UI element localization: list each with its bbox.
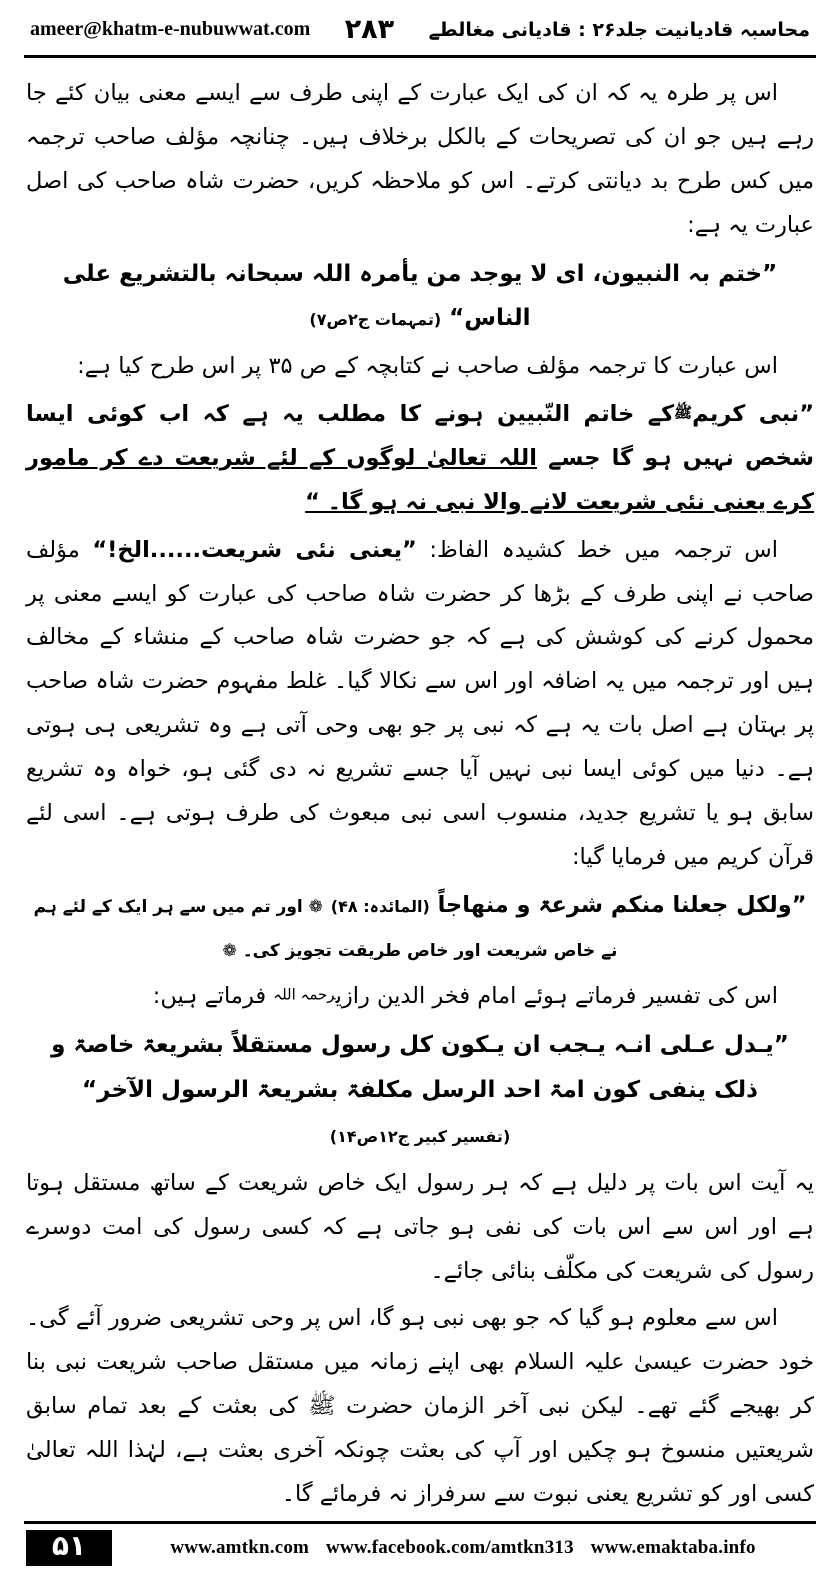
paragraph-4-text: فرماتے ہیں: [152, 983, 267, 1010]
quote-1-reference: (تمہمات ج۲ص۷) [309, 310, 442, 330]
quote-2-part-c-underlined: اللہ تعالیٰ لوگوں کے لئے شریعت دے کر مامور کرے یعنی نئی شریعت لانے والا نبی نہ ہو گا۔ “ [26, 444, 814, 515]
paragraph-5 [26, 1162, 814, 1294]
footer-row [22, 1530, 818, 1566]
page-content [22, 58, 818, 1521]
rahmatullah-symbol: رحمہ اللہ [273, 985, 336, 1004]
paragraph-6 [26, 1297, 814, 1516]
page-header [22, 0, 818, 51]
page-footer [22, 1521, 818, 1576]
paragraph-6-text: اس سے معلوم ہو گیا کہ جو بھی نبی ہو گا، اس پر وحی تشریعی ضرور آئے گی۔ خود حضرت عیسیٰ علیہ السلام بھی اپنے زمانہ میں مستقل صاحب شریعت نبی بنا کر بھیجے گئے تھے۔ لیکن نبی آخر الزمان حضرت ﷺ کی بعثت کے بعد تمام سابق شریعتیں منسوخ ہو چکیں اور آپ کی بعثت چونکہ آخری بعثت ہے، لہٰذا اللہ تعالیٰ کسی اور کو تشریع یعنی نبوت سے سرفراز نہ فرمائے گا۔ [26, 1305, 814, 1507]
paragraph-2-text: اس عبارت کا ترجمہ مؤلف صاحب نے کتابچہ کے ص ۳۵ پر اس طرح کیا ہے: [77, 353, 778, 380]
quote-4 [26, 1023, 814, 1158]
quote-4-text: ”یـدل عـلی انـہ یـجب ان یـکون کل رسول مستقلاً بشریعۃ خاصۃ و ذلک ینفی کون امۃ احد الرسل مکلفۃ بشریعۃ الرسول الآخر“ [51, 1032, 789, 1104]
footer-divider [24, 1521, 816, 1524]
paragraph-2 [26, 345, 814, 389]
quote-3-text: ”ولکل جعلنا منکم شرعۃ و منھاجاً [437, 891, 807, 918]
paragraph-5-text: یہ آیت اس بات پر دلیل ہے کہ ہر رسول ایک خاص شریعت کے ساتھ مستقل ہوتا ہے اور اس سے اس بات کی نفی ہو جاتی ہے کہ کسی رسول کی امت دوسرے رسول کی شریعت کی مکلّف بنائی جائے۔ [26, 1169, 814, 1284]
paragraph-3-text: مؤلف صاحب نے اپنی طرف کے بڑھا کر حضرت شاہ صاحب کی عبارت کو ایسے معنی پر محمول کرنے کی کوشش کی ہے کہ جو حضرت شاہ صاحب کے منشاء کے مخالف ہیں اور ترجمہ میں یہ اضافہ اور اس سے نکالا گیا۔ غلط مفہوم حضرت شاہ صاحب پر بہتان ہے اصل بات یہ ہے کہ نبی پر جو بھی وحی آتی ہے وہ تشریعی ہی ہوتی ہے۔ دنیا میں کوئی ایسا نبی نہیں آیا جسے تشریع نہ دی گئی ہو، خواہ وہ تشریع سابق ہو یا تشریع جدید، منسوب اسی نبی مبعوث کی طرف ہوتی ہے۔ اسی لئے قرآن کریم میں فرمایا گیا: [26, 536, 814, 870]
header-book-title: محاسبہ قادیانیت جلد۲۶ : قادیانی مغالطے [428, 18, 810, 41]
paragraph-3-lead: اس ترجمہ میں خط کشیدہ الفاظ: [429, 536, 779, 563]
footer-link-website[interactable]: www.amtkn.com [170, 1536, 310, 1558]
paragraph-1-text: اس پر طرہ یہ کہ ان کی ایک عبارت کے اپنی طرف سے ایسے معنی بیان کئے جا رہے ہیں جو ان کی تصریحات کے بالکل برخلاف ہیں۔ چنانچہ مؤلف صاحب ترجمہ میں کس طرح بد دیانتی کرتے۔ اس کو ملاحظہ کریں، حضرت شاہ صاحب کی اصل عبارت یہ ہے: [26, 80, 814, 238]
quote-3-ayah [26, 884, 814, 972]
paragraph-4 [26, 975, 814, 1019]
header-email: ameer@khatm-e-nubuwwat.com [30, 18, 311, 40]
header-page-number: ۲۸۳ [344, 14, 395, 45]
paragraph-3-quote: ”یعنی نئی شریعت......الخ!“ [92, 536, 417, 563]
paragraph-1 [26, 72, 814, 248]
quote-2-part-a: ”نبی کریم [692, 401, 814, 428]
quote-1 [26, 252, 814, 342]
quote-3-reference: (المائدہ: ۴۸) [330, 896, 430, 916]
paragraph-4-lead: اس کی تفسیر فرماتے ہوئے امام فخر الدین رازی [335, 983, 778, 1010]
quote-2-part-b: کے خاتم النّبیین ہونے کا مطلب یہ ہے کہ اب کوئی ایسا شخص نہیں ہو گا جسے [26, 401, 814, 471]
quote-1-text: ”ختم بہ النبیون، ای لا یوجد من یأمرہ اللہ سبحانہ بالتشریع علی الناس“ [62, 260, 778, 332]
footer-link-facebook[interactable]: www.facebook.com/amtkn313 [326, 1536, 574, 1558]
paragraph-3 [26, 529, 814, 880]
salutation-symbol: ﷺ [674, 403, 693, 422]
quote-4-reference: (تفسیر کبیر ج۱۲ص۱۴) [329, 1127, 511, 1146]
quote-3-translation: ❁ اور تم میں سے ہر ایک کے لئے ہم نے خاص شریعت اور خاص طریقت تجویز کی۔ ❁ [33, 896, 618, 961]
footer-links [112, 1537, 814, 1559]
footer-page-number: ۵۱ [26, 1530, 112, 1566]
footer-link-emaktaba[interactable]: www.emaktaba.info [590, 1536, 756, 1558]
quote-2 [26, 393, 814, 525]
